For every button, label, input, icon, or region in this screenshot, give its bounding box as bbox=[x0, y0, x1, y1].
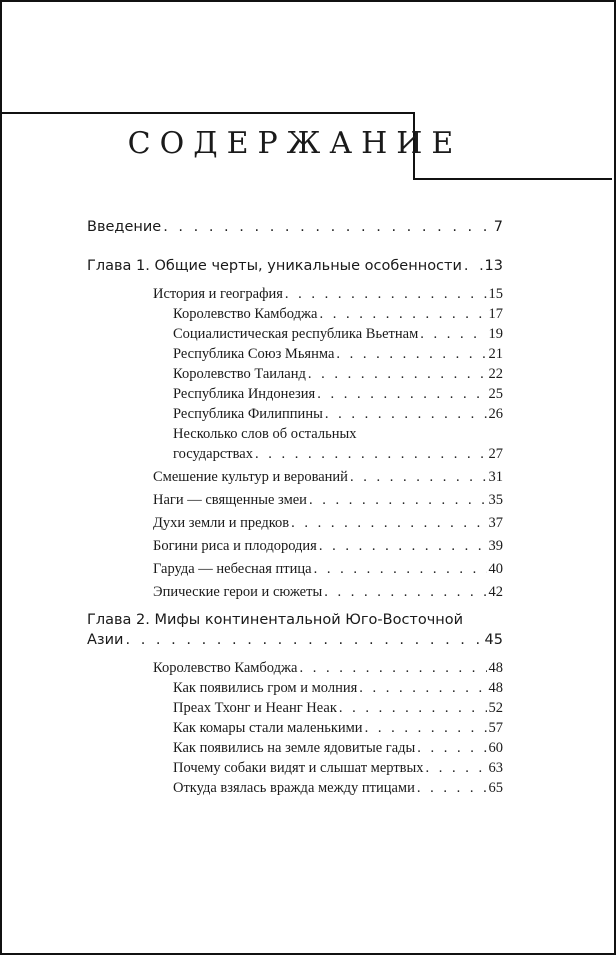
toc-entry-label: Введение bbox=[87, 219, 162, 235]
toc-entry-page: 7 bbox=[493, 219, 503, 235]
toc-entry-page: 15 bbox=[488, 286, 503, 302]
toc-section[interactable] bbox=[153, 286, 503, 303]
dot-leader bbox=[359, 680, 486, 697]
toc-entry-label: Почему собаки видят и слышат мертвых bbox=[173, 760, 424, 776]
dot-leader bbox=[299, 660, 486, 677]
toc-chapter-2-line1: Глава 2. Мифы континентальной Юго-Восточной bbox=[87, 612, 464, 628]
dot-leader bbox=[350, 469, 487, 486]
toc-entry-page: 45 bbox=[484, 632, 503, 648]
toc-entry-label: Духи земли и предков bbox=[153, 515, 290, 531]
toc-entry-page: 39 bbox=[488, 538, 503, 554]
dot-leader bbox=[319, 538, 487, 555]
toc-entry-label: Гаруда — небесная птица bbox=[153, 561, 312, 577]
dot-leader bbox=[319, 306, 486, 323]
page-title: СОДЕРЖАНИЕ bbox=[127, 126, 463, 161]
dot-leader bbox=[417, 740, 486, 757]
dot-leader bbox=[255, 446, 487, 463]
dot-leader bbox=[324, 584, 486, 601]
toc-entry-label: Королевство Камбоджа bbox=[153, 660, 298, 676]
toc-entry-page: 63 bbox=[488, 760, 503, 776]
toc-subsection[interactable] bbox=[173, 386, 503, 403]
toc-entry-page: 65 bbox=[488, 780, 503, 796]
toc-chapter-1[interactable] bbox=[87, 258, 503, 274]
dot-leader bbox=[317, 386, 486, 403]
toc-entry-intro[interactable] bbox=[87, 219, 503, 235]
toc-entry-label: Наги — священные змеи bbox=[153, 492, 307, 508]
toc-entry-label: История и география bbox=[153, 286, 283, 302]
toc-entry-label: Азии bbox=[87, 632, 124, 648]
toc-subsection[interactable] bbox=[173, 446, 503, 463]
toc-entry-label: Королевство Камбоджа bbox=[173, 306, 318, 322]
toc-subsection[interactable] bbox=[173, 406, 503, 423]
dot-leader bbox=[291, 515, 486, 532]
toc-entry-label: Как появились гром и молния bbox=[173, 680, 358, 696]
toc-subsection[interactable] bbox=[173, 346, 503, 363]
toc-entry-page: 57 bbox=[488, 720, 503, 736]
toc-entry-label: Республика Филиппины bbox=[173, 406, 323, 422]
dot-leader bbox=[308, 366, 487, 383]
toc-entry-label: государствах bbox=[173, 446, 253, 462]
toc-subsection[interactable] bbox=[173, 680, 503, 697]
toc-entry-label: Социалистическая республика Вьетнам bbox=[173, 326, 419, 342]
toc-entry-label: Откуда взялась вражда между птицами bbox=[173, 780, 415, 796]
toc-entry-page: 42 bbox=[488, 584, 503, 600]
toc-subsection[interactable] bbox=[173, 780, 503, 797]
toc-section[interactable] bbox=[153, 469, 503, 486]
toc-entry-page: 21 bbox=[488, 346, 503, 362]
dot-leader bbox=[309, 492, 487, 509]
dot-leader bbox=[426, 760, 487, 777]
toc-subsection[interactable] bbox=[173, 700, 503, 717]
dot-leader bbox=[314, 561, 487, 578]
toc-entry-label: Республика Индонезия bbox=[173, 386, 316, 402]
toc-entry-page: 27 bbox=[488, 446, 503, 462]
toc-entry-page: 60 bbox=[488, 740, 503, 756]
toc-entry-label: Королевство Таиланд bbox=[173, 366, 306, 382]
dot-leader bbox=[336, 346, 486, 363]
dot-leader bbox=[285, 286, 487, 303]
toc-entry-page: 19 bbox=[488, 326, 503, 342]
dot-leader bbox=[464, 258, 483, 274]
toc-entry-page: 13 bbox=[484, 258, 503, 274]
toc-subsection[interactable] bbox=[173, 326, 503, 343]
toc-section[interactable] bbox=[153, 660, 503, 677]
toc-entry-page: 48 bbox=[488, 680, 503, 696]
dot-leader bbox=[420, 326, 486, 343]
toc-subsection[interactable] bbox=[173, 760, 503, 777]
dot-leader bbox=[365, 720, 487, 737]
toc-entry-page: 31 bbox=[488, 469, 503, 485]
toc-section[interactable] bbox=[153, 584, 503, 601]
toc-entry-page: 26 bbox=[488, 406, 503, 422]
dot-leader bbox=[417, 780, 487, 797]
dot-leader bbox=[339, 700, 487, 717]
dot-leader bbox=[325, 406, 487, 423]
toc-entry-page: 22 bbox=[488, 366, 503, 382]
toc-entry-label: Глава 1. Общие черты, уникальные особенности bbox=[87, 258, 462, 274]
toc-entry-label: Богини риса и плодородия bbox=[153, 538, 317, 554]
toc-subsection[interactable] bbox=[173, 306, 503, 323]
toc-entry-page: 40 bbox=[488, 561, 503, 577]
toc-entry-label: Как комары стали маленькими bbox=[173, 720, 363, 736]
toc-entry-page: 48 bbox=[488, 660, 503, 676]
toc-section[interactable] bbox=[153, 561, 503, 578]
toc-subsection[interactable] bbox=[173, 720, 503, 737]
toc-entry-page: 17 bbox=[488, 306, 503, 322]
toc-entry-label: Республика Союз Мьянма bbox=[173, 346, 335, 362]
toc-entry-label: Как появились на земле ядовитые гады bbox=[173, 740, 416, 756]
toc-chapter-2[interactable] bbox=[87, 632, 503, 648]
toc-entry-page: 52 bbox=[488, 700, 503, 716]
toc-entry-label: Преах Тхонг и Неанг Неак bbox=[173, 700, 337, 716]
toc-subsection[interactable] bbox=[173, 740, 503, 757]
dot-leader bbox=[163, 219, 492, 235]
toc-section[interactable] bbox=[153, 538, 503, 555]
toc-entry-page: 37 bbox=[488, 515, 503, 531]
toc-subsection[interactable] bbox=[173, 366, 503, 383]
toc-entry-page: 25 bbox=[488, 386, 503, 402]
dot-leader bbox=[125, 632, 482, 648]
toc-entry-label-line1: Несколько слов об остальных bbox=[173, 426, 357, 442]
toc-entry-page: 35 bbox=[488, 492, 503, 508]
toc-entry-label: Эпические герои и сюжеты bbox=[153, 584, 323, 600]
toc-entry-label: Смешение культур и верований bbox=[153, 469, 348, 485]
toc-section[interactable] bbox=[153, 515, 503, 532]
toc-section[interactable] bbox=[153, 492, 503, 509]
